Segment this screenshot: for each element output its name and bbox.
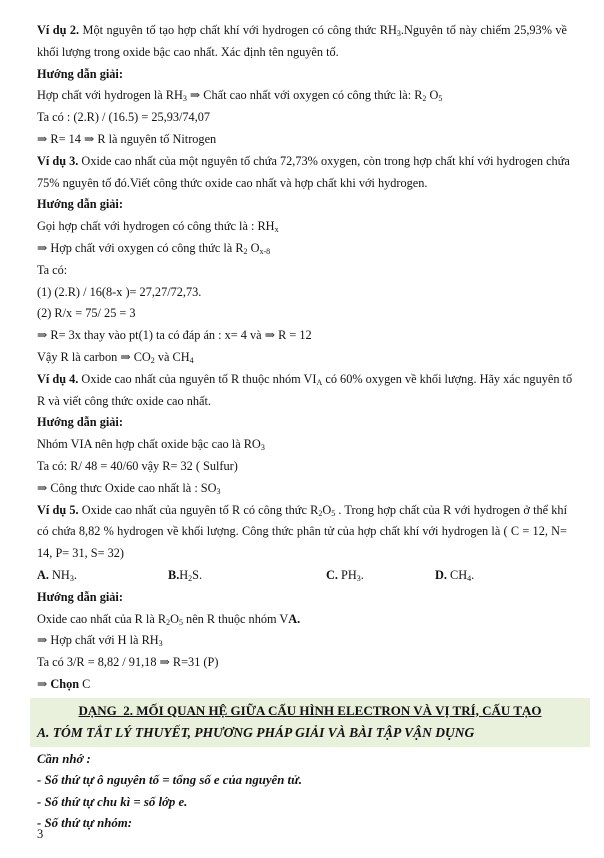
text-segment: ⇒ Hợp chất với H là RH — [37, 633, 159, 648]
text-segment: 2 — [422, 94, 427, 104]
text-segment: 3 — [182, 94, 187, 104]
text-segment: 3 — [396, 29, 401, 38]
text-segment: 4 — [467, 573, 472, 583]
text-segment: Ta có: — [37, 262, 68, 277]
text-segment: khối lượng trong oxide bậc cao nhất. Xác định tên nguyên tố. — [37, 44, 339, 59]
text-segment: 2 — [188, 573, 193, 583]
text-segment: Ta có 3/R = 8,82 / 91,18 ⇒ R=31 (P) — [37, 655, 219, 670]
text-segment: 2 — [318, 508, 323, 518]
text-segment: nên R thuộc nhóm V — [182, 611, 289, 626]
text-segment: 2 — [166, 617, 171, 627]
text-segment: . — [471, 567, 475, 582]
notes-list — [37, 749, 567, 835]
text-segment: ⇒ R= 14 ⇒ R là nguyên tố Nitrogen — [37, 131, 217, 146]
heading-section-a: A. TÓM TẮT LÝ THUYẾT, PHƯƠNG PHÁP GIẢI VÀ BÀI TẬP VẬN DỤNG — [37, 724, 475, 740]
example-4-line-1 — [37, 369, 573, 391]
text-segment: Gọi hợp chất với hydrogen có công thức là : RH — [37, 219, 275, 234]
text-segment: ⇒ — [37, 676, 51, 691]
text-segment: 75% nguyên tố đó.Viết công thức oxide cao nhất và hợp chất khi với hydrogen. — [37, 175, 428, 190]
example-3-step-7 — [37, 347, 567, 369]
example-3-line-2 — [37, 173, 567, 195]
text-segment: . Trong hợp chất của R với hydrogen ở thể khí — [335, 502, 567, 517]
text-segment: C — [79, 676, 91, 691]
text-segment: . — [73, 567, 77, 582]
option-a — [37, 565, 77, 590]
option-b — [168, 565, 202, 590]
example-3-step-6 — [37, 325, 567, 347]
text-segment: Oxide cao nhất của một nguyên tố chứa 72,73% oxygen, còn trong hợp chất khí với hydrogen chứa — [78, 153, 570, 168]
text-segment: Ví dụ 2. — [37, 23, 80, 37]
text-segment: Hướng dẫn giải: — [37, 589, 123, 604]
example-2-step-2 — [37, 107, 567, 129]
text-segment: R và viết công thức oxide cao nhất. — [37, 393, 211, 408]
text-segment: Hướng dẫn giải: — [37, 197, 123, 212]
example-2-step-3 — [37, 129, 567, 151]
text-segment: O — [170, 611, 179, 626]
text-segment: 5 — [331, 508, 336, 518]
text-segment: PH — [337, 567, 357, 582]
text-segment: .Nguyên tố này chiếm 25,93% về — [400, 23, 567, 37]
text-segment: Ví dụ 3. — [37, 153, 79, 168]
text-segment: A. — [37, 567, 49, 582]
example-5-line-1 — [37, 500, 567, 522]
text-segment: có chứa 8,82 % hydrogen về khối lượng. Công thức phân tử của hợp chất khí với hydrogen là ( C = 12, N= — [37, 524, 567, 539]
text-segment: Hợp chất với hydrogen là RH — [37, 88, 183, 103]
text-segment: Vậy R là carbon ⇒ CO — [37, 349, 151, 364]
text-segment: 3 — [69, 573, 74, 583]
note-can-nho: Cần nhớ : — [37, 751, 91, 766]
example-5-step-3 — [37, 652, 567, 674]
text-segment: có 60% oxygen về khối lượng. Hãy xác nguyên tố — [322, 371, 573, 386]
example-2-line-1 — [37, 20, 567, 42]
solution-guide-label-2 — [37, 194, 567, 216]
text-segment: 2 — [243, 246, 248, 256]
text-segment: Nhóm VIA nên hợp chất oxide bậc cao là RO — [37, 437, 261, 452]
text-segment: Ta có : (2.R) / (16.5) = 25,93/74,07 — [37, 110, 211, 125]
text-segment: D. — [435, 567, 447, 582]
text-segment: O — [426, 88, 439, 103]
text-segment: 3 — [158, 639, 163, 649]
document-body — [37, 20, 573, 696]
text-segment: Oxide cao nhất của nguyên tố R có công thức R — [78, 502, 319, 517]
option-d — [435, 565, 474, 590]
text-segment: Ví dụ 4. — [37, 371, 79, 386]
note-so-thu-tu-nhom: - Số thứ tự nhóm: — [37, 815, 132, 830]
text-segment: Một nguyên tố tạo hợp chất khí với hydrogen có công thức RH — [79, 23, 397, 37]
note-so-thu-tu-chu-ki: - Số thứ tự chu kì = số lớp e. — [37, 794, 188, 809]
text-segment: ⇒ Hợp chất với oxygen có công thức là R — [37, 240, 244, 255]
text-segment: A — [316, 377, 323, 387]
section-heading-band — [30, 698, 590, 747]
text-segment: x — [274, 225, 279, 235]
text-segment: NH — [48, 567, 70, 582]
text-segment: Oxide cao nhất của R là R — [37, 611, 167, 626]
answer-options — [37, 565, 567, 587]
text-segment: Hướng dẫn giải: — [37, 415, 123, 430]
text-segment: B. — [168, 567, 180, 582]
text-segment: C. — [326, 567, 338, 582]
text-segment: O — [322, 502, 332, 517]
text-segment: 4 — [189, 355, 194, 365]
option-c — [326, 565, 364, 590]
text-segment: (1) (2.R) / 16(8-x )= 27,27/72,73. — [37, 284, 202, 299]
example-2-step-1 — [37, 85, 567, 107]
text-segment: Oxide cao nhất của nguyên tố R thuộc nhóm VI — [78, 371, 317, 386]
text-segment: Ví dụ 5. — [37, 502, 79, 517]
example-5-step-1 — [37, 609, 567, 631]
example-4-step-3 — [37, 478, 567, 500]
answer-choice — [37, 674, 567, 696]
solution-guide-label-1 — [37, 64, 567, 86]
text-segment: Hướng dẫn giải: — [37, 66, 123, 81]
text-segment: x-8 — [259, 246, 271, 256]
text-segment: 14, P= 31, S= 32) — [37, 546, 124, 561]
text-segment: 3 — [216, 486, 221, 496]
text-segment: 5 — [438, 94, 443, 104]
text-segment: ⇒ R= 3x thay vào pt(1) ta có đáp án : x= 4 và ⇒ R = 12 — [37, 328, 312, 343]
text-segment: 3 — [356, 573, 361, 583]
example-5-line-2 — [37, 521, 567, 543]
text-segment: CH — [446, 567, 468, 582]
text-segment: S. — [192, 567, 203, 582]
example-3-step-4 — [37, 282, 567, 304]
example-5-step-2 — [37, 630, 567, 652]
note-so-thu-tu-o: - Số thứ tự ô nguyên tố = tổng số e của nguyên tử. — [37, 773, 302, 788]
text-segment: ⇒ Chất cao nhất với oxygen có công thức là: R — [186, 88, 423, 103]
text-segment: 3 — [260, 443, 265, 453]
text-segment: H — [179, 567, 189, 582]
text-segment: . — [360, 567, 364, 582]
example-4-line-2 — [37, 391, 567, 413]
text-segment: Chọn — [50, 676, 80, 691]
text-segment: Ta có: R/ 48 = 40/60 vậy R= 32 ( Sulfur) — [37, 458, 238, 473]
heading-dang-2: DẠNG 2. MỐI QUAN HỆ GIỮA CẤU HÌNH ELECTRON VÀ VỊ TRÍ, CẤU TẠO — [78, 702, 542, 718]
example-5-line-3 — [37, 543, 567, 565]
text-segment: 5 — [178, 617, 183, 627]
page-number: 3 — [37, 827, 44, 841]
example-3-step-1 — [37, 216, 567, 238]
text-segment: O — [247, 240, 260, 255]
document-content — [37, 20, 573, 834]
text-segment: ⇒ Công thưc Oxide cao nhất là : SO — [37, 480, 217, 495]
example-3-step-3 — [37, 260, 567, 282]
text-segment: (2) R/x = 75/ 25 = 3 — [37, 306, 136, 321]
text-segment: 2 — [150, 355, 155, 365]
example-3-step-2 — [37, 238, 567, 260]
text-segment: và CH — [154, 349, 190, 364]
example-4-step-2 — [37, 456, 567, 478]
text-segment: A. — [288, 611, 301, 626]
example-3-step-5 — [37, 303, 567, 325]
example-4-step-1 — [37, 434, 567, 456]
solution-guide-label-4 — [37, 587, 567, 609]
example-3-line-1 — [37, 151, 570, 173]
example-2-line-2 — [37, 42, 567, 64]
solution-guide-label-3 — [37, 412, 567, 434]
